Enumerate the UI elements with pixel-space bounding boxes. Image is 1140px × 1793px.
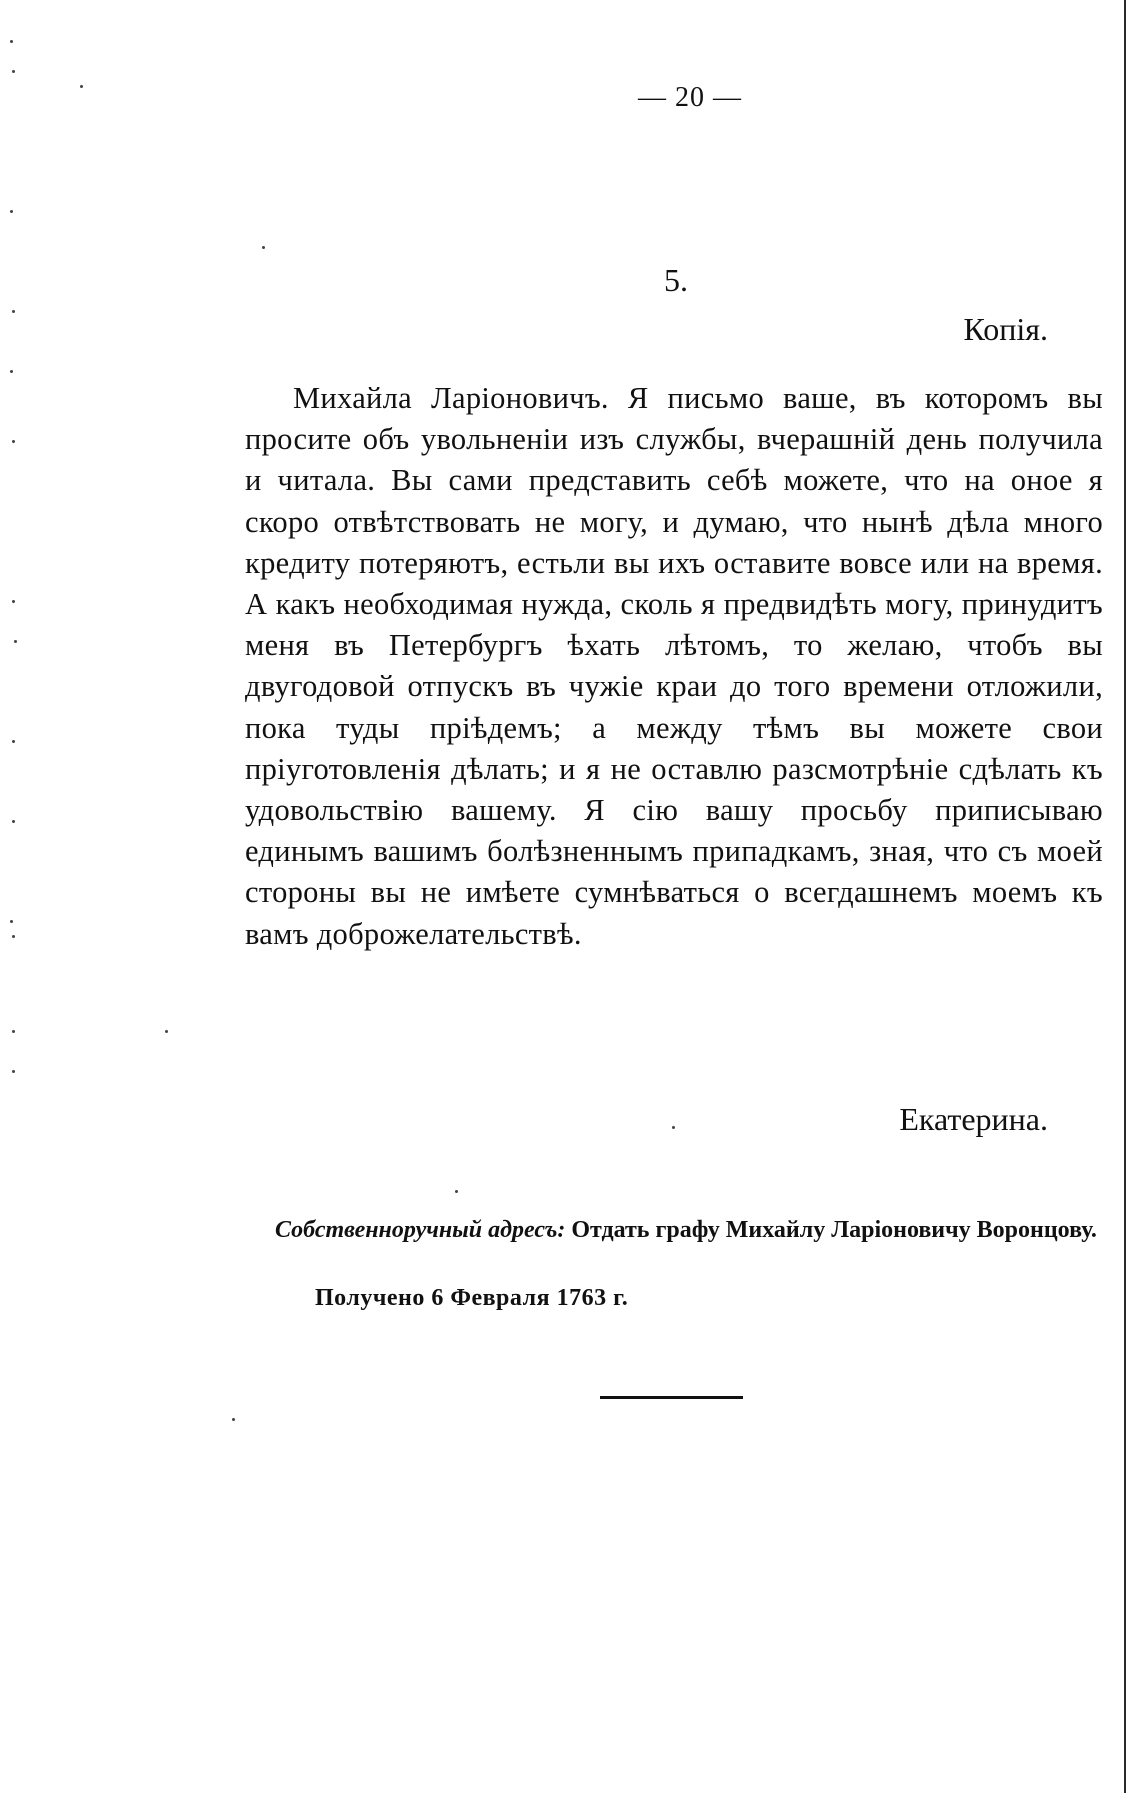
scan-speck — [12, 70, 15, 73]
address-label: Собственноручный адресъ: — [275, 1217, 566, 1243]
document-number: 5. — [664, 262, 688, 298]
signature: Екатерина. — [899, 1101, 1048, 1137]
address-note — [245, 1212, 1103, 1248]
scan-speck — [12, 1030, 15, 1033]
scan-speck — [12, 740, 15, 743]
scan-speck — [262, 246, 265, 249]
scan-speck — [12, 1070, 15, 1073]
scan-speck — [12, 820, 15, 823]
scan-speck — [455, 1190, 458, 1193]
page-number: — 20 — — [638, 82, 742, 113]
scan-speck — [10, 40, 13, 43]
address-text: Отдать графу Михайлу Ларіоновичу Воронцову. — [571, 1217, 1097, 1243]
copy-label: Копія. — [963, 311, 1048, 347]
scan-speck — [10, 920, 13, 923]
scan-speck — [12, 310, 15, 313]
scan-speck — [12, 935, 15, 938]
received-note: Получено 6 Февраля 1763 г. — [315, 1285, 629, 1311]
scan-speck — [165, 1030, 168, 1033]
scan-speck — [14, 640, 17, 643]
scan-speck — [232, 1418, 235, 1421]
scan-speck — [672, 1126, 675, 1129]
scan-speck — [10, 370, 13, 373]
end-divider — [600, 1396, 743, 1399]
page-edge-line — [1124, 0, 1126, 1793]
letter-body: Михайла Ларіоновичъ. Я письмо ваше, въ которомъ вы просите объ увольненіи изъ службы, вчерашній день получила и читала. Вы сами представить себѣ можете, что на оное я скоро отвѣтствовать не могу, и думаю, что нынѣ дѣла много кредиту потеряютъ, естьли вы ихъ оставите вовсе или на время. А какъ необходимая нужда, сколь я предвидѣть могу, принудитъ меня въ Петербургъ ѣхать лѣтомъ, то желаю, чтобъ вы двугодовой отпускъ въ чужіе краи до того времени отложили, пока туды пріѣдемъ; а между тѣмъ вы можете свои пріуготовленія дѣлать; и я не оставлю разсмотрѣніе сдѣлать къ удовольствію вашему. Я сію вашу просьбу приписываю единымъ вашимъ болѣзненнымъ припадкамъ, зная, что съ моей стороны вы не имѣете сумнѣваться о всегдашнемъ моемъ къ вамъ доброжелательствѣ. — [245, 381, 1103, 951]
scan-speck — [12, 600, 15, 603]
scan-speck — [10, 210, 13, 213]
scan-speck — [12, 440, 15, 443]
